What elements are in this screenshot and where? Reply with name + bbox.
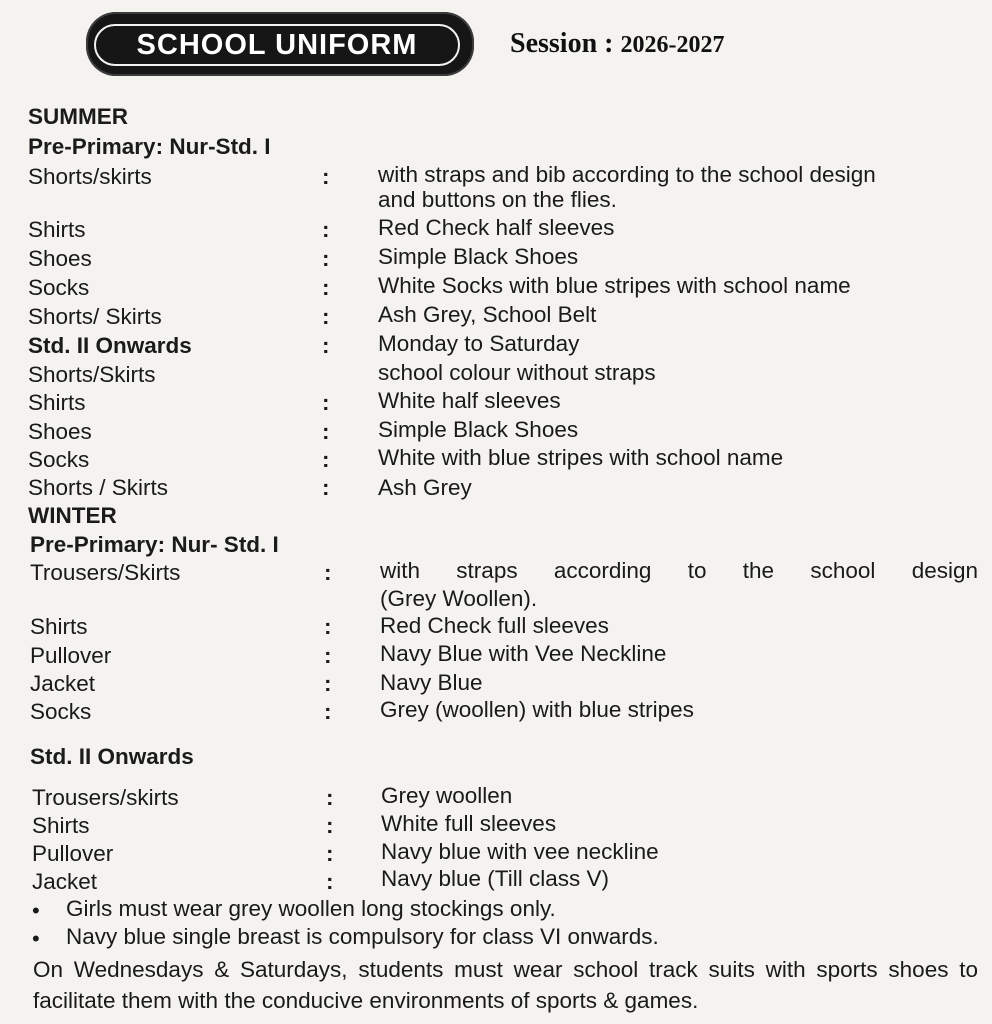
item-value: with straps and bib according to the school design xyxy=(378,162,876,187)
separator-colon: : xyxy=(322,164,330,189)
item-value: White Socks with blue stripes with school name xyxy=(378,273,851,298)
separator-colon: : xyxy=(322,390,330,415)
item-value: Simple Black Shoes xyxy=(378,417,579,442)
item-value: White half sleeves xyxy=(378,388,561,413)
separator-colon: : xyxy=(322,333,330,358)
separator-colon: : xyxy=(324,699,332,724)
separator-colon: : xyxy=(322,217,330,242)
separator-colon: : xyxy=(326,813,334,838)
separator-colon: : xyxy=(324,671,332,696)
item-label: Shirts xyxy=(30,614,88,639)
item-value-continued: and buttons on the flies. xyxy=(378,187,617,212)
item-label: Shoes xyxy=(28,246,92,271)
item-label: Socks xyxy=(28,275,90,300)
separator-colon: : xyxy=(324,614,332,639)
summer-pre-primary-heading: Pre-Primary: Nur-Std. I xyxy=(28,134,271,159)
separator-colon: : xyxy=(322,419,330,444)
separator-colon: : xyxy=(326,785,334,810)
footer-paragraph: On Wednesdays & Saturdays, students must wear school track suits with sports shoes to facilitate them with the conducive environments of sports & games. xyxy=(33,957,978,1013)
separator-colon: : xyxy=(324,560,332,585)
item-value: Simple Black Shoes xyxy=(378,244,579,269)
item-label: Shorts / Skirts xyxy=(28,475,169,500)
separator-colon: : xyxy=(324,643,332,668)
item-label: Shorts/skirts xyxy=(28,164,152,189)
item-label: Socks xyxy=(30,699,92,724)
bullet-icon: • xyxy=(32,898,40,923)
separator-colon: : xyxy=(322,275,330,300)
item-label: Socks xyxy=(28,447,90,472)
bullet-icon: • xyxy=(32,926,40,951)
item-value: Navy blue with vee neckline xyxy=(381,839,659,864)
separator-colon: : xyxy=(322,475,330,500)
item-label: Trousers/Skirts xyxy=(30,560,181,585)
session-label: Session : xyxy=(510,28,621,59)
page-title: SCHOOL UNIFORM xyxy=(136,28,418,61)
session-year: 2026-2027 xyxy=(620,32,725,58)
item-label: Pullover xyxy=(30,643,112,668)
item-value: Grey woollen xyxy=(381,783,513,808)
item-value: White with blue stripes with school name xyxy=(378,445,784,470)
item-label: Shorts/Skirts xyxy=(28,362,156,387)
item-value: Navy Blue with Vee Neckline xyxy=(380,641,667,666)
item-value: school colour without straps xyxy=(378,360,656,385)
separator-colon: : xyxy=(322,246,330,271)
note-text: Navy blue single breast is compulsory for class VI onwards. xyxy=(66,924,659,949)
item-value: Navy blue (Till class V) xyxy=(381,866,609,891)
item-label: Jacket xyxy=(30,671,96,696)
item-label: Trousers/skirts xyxy=(32,785,179,810)
summer-std-two-heading: Std. II Onwards xyxy=(28,333,192,358)
summer-heading: SUMMER xyxy=(28,104,128,129)
item-label: Jacket xyxy=(32,869,98,894)
item-value: Navy Blue xyxy=(380,670,483,695)
item-label: Pullover xyxy=(32,841,114,866)
item-value: Red Check full sleeves xyxy=(380,613,609,638)
item-value: White full sleeves xyxy=(381,811,557,836)
separator-colon: : xyxy=(326,841,334,866)
separator-colon: : xyxy=(326,869,334,894)
item-label: Shorts/ Skirts xyxy=(28,304,162,329)
item-value: Monday to Saturday xyxy=(378,331,580,356)
item-value: Red Check half sleeves xyxy=(378,215,615,240)
item-label: Shirts xyxy=(32,813,90,838)
item-label: Shoes xyxy=(28,419,92,444)
separator-colon: : xyxy=(322,304,330,329)
item-value: Grey (woollen) with blue stripes xyxy=(380,697,694,722)
winter-pre-primary-heading: Pre-Primary: Nur- Std. I xyxy=(30,532,279,557)
winter-heading: WINTER xyxy=(28,503,117,528)
winter-std-two-heading: Std. II Onwards xyxy=(30,744,194,769)
item-label: Shirts xyxy=(28,390,86,415)
item-label: Shirts xyxy=(28,217,86,242)
item-value: Ash Grey, School Belt xyxy=(378,302,597,327)
note-text: Girls must wear grey woollen long stockings only. xyxy=(66,896,556,921)
item-value: with straps according to the school design xyxy=(380,558,978,583)
item-value-continued: (Grey Woollen). xyxy=(380,586,538,611)
separator-colon: : xyxy=(322,447,330,472)
item-value: Ash Grey xyxy=(378,475,472,500)
